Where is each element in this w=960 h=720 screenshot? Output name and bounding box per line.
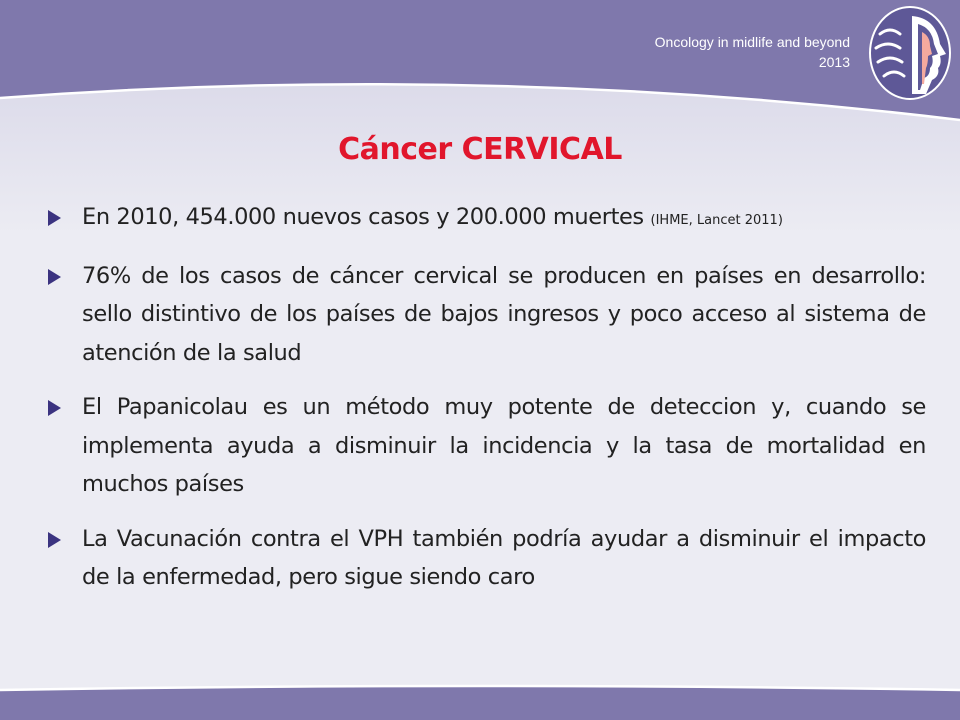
bullet-item <box>46 520 926 597</box>
bullet-arrow-icon <box>48 210 61 226</box>
bullet-citation: (IHME, Lancet 2011) <box>650 213 783 228</box>
bullet-arrow-icon <box>48 269 61 285</box>
bullet-list <box>46 198 926 613</box>
conference-label <box>550 32 850 72</box>
bullet-item <box>46 388 926 504</box>
bullet-text: La Vacunación contra el VPH también podría ayudar a disminuir el impacto de la enfermedad, pero sigue siendo caro <box>82 525 926 590</box>
bullet-text: El Papanicolau es un método muy potente de deteccion y, cuando se implementa ayuda a disminuir la incidencia y la tasa de mortalidad en muchos países <box>82 394 926 497</box>
bullet-arrow-icon <box>48 532 61 548</box>
conference-year: 2013 <box>818 54 850 70</box>
bullet-arrow-icon <box>48 400 61 416</box>
bullet-text: 76% de los casos de cáncer cervical se producen en países en desarrollo: sello distintivo de los países de bajos ingresos y poco acceso al sistema de atención de la salud <box>82 262 926 366</box>
conference-name: Oncology in midlife and beyond <box>654 34 850 50</box>
bullet-text: En 2010, 454.000 nuevos casos y 200.000 muertes <box>82 204 644 230</box>
slide-title: Cáncer CERVICAL <box>338 132 622 167</box>
profile-faces-logo-icon <box>866 4 954 102</box>
bullet-item <box>46 198 926 241</box>
bullet-item <box>46 257 926 373</box>
